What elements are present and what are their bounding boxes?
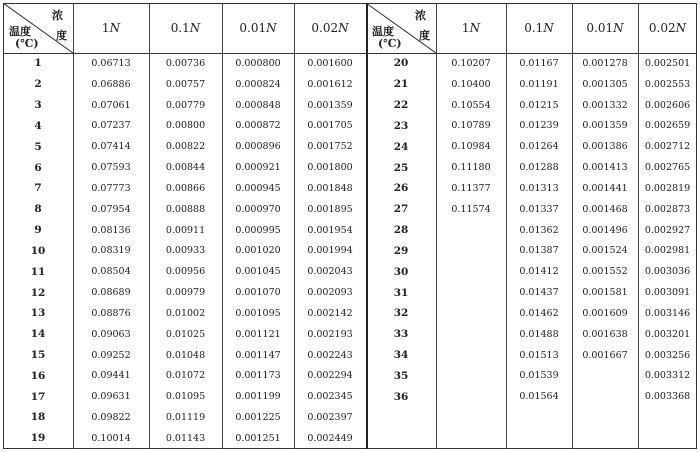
- left-value-cell: 0.01048: [165, 349, 206, 361]
- left-value-cell: 0.001705: [307, 120, 353, 132]
- right-value-cell: 0.003146: [644, 307, 691, 319]
- left-value-cell: 0.01143: [165, 432, 206, 444]
- right-value-cell: 0.10400: [451, 78, 491, 90]
- left-value-cell: 0.002043: [307, 266, 353, 278]
- table-row: [3, 303, 697, 324]
- right-value-cell: 0.001305: [582, 78, 628, 90]
- right-value-cell: 0.003256: [644, 349, 691, 361]
- left-temp-cell: 17: [30, 390, 46, 403]
- left-value-cell: 0.002142: [307, 307, 353, 319]
- left-value-cell: 0.00979: [165, 287, 206, 299]
- right-value-cell: [436, 240, 506, 261]
- right-value-cell: 0.01462: [519, 307, 559, 319]
- table-row: [3, 199, 697, 220]
- right-value-cell: 0.002873: [644, 203, 691, 215]
- left-value-cell: 0.002193: [307, 328, 353, 340]
- corner-label-degree: 度: [419, 29, 430, 42]
- right-value-cell: 0.01313: [519, 182, 559, 194]
- right-value-cell: 0.01288: [519, 162, 559, 174]
- left-value-cell: 0.07061: [91, 99, 131, 111]
- left-value-cell: 0.000921: [235, 162, 281, 174]
- col-header-1n: 1N: [101, 21, 121, 35]
- left-temp-cell: 1: [34, 57, 42, 70]
- right-temp-cell: 28: [393, 224, 409, 237]
- left-value-cell: 0.001848: [307, 182, 353, 194]
- left-value-cell: 0.00844: [165, 162, 206, 174]
- corner-label-degree: 度: [56, 29, 67, 42]
- left-value-cell: 0.00822: [165, 141, 206, 153]
- left-temp-cell: 9: [34, 224, 42, 237]
- col-header-002n: 0.02N: [311, 21, 349, 35]
- left-value-cell: 0.08504: [91, 266, 131, 278]
- corner-label-temp: 温度: [9, 25, 31, 38]
- left-value-cell: 0.00933: [165, 245, 206, 257]
- corner-label-temp: 温度: [372, 25, 394, 38]
- right-value-cell: [436, 386, 506, 407]
- right-temp-cell: 36: [393, 390, 409, 403]
- left-value-cell: 0.00866: [165, 182, 206, 194]
- right-value-cell: 0.002553: [644, 78, 691, 90]
- right-value-cell: [436, 282, 506, 303]
- right-value-cell: [572, 386, 638, 407]
- right-value-cell: [436, 261, 506, 282]
- left-temp-cell: 12: [30, 286, 46, 299]
- right-temp-cell: 21: [393, 78, 409, 91]
- right-value-cell: [506, 407, 572, 428]
- left-value-cell: 0.01025: [165, 328, 206, 340]
- corner-header-left: [3, 3, 73, 53]
- right-temp-cell: 23: [393, 119, 409, 132]
- right-value-cell: 0.01264: [519, 141, 559, 153]
- right-value-cell: 0.003312: [644, 370, 691, 382]
- right-value-cell: [572, 365, 638, 386]
- left-temp-cell: 3: [34, 99, 42, 112]
- left-value-cell: 0.001251: [235, 432, 281, 444]
- left-value-cell: 0.08136: [91, 224, 131, 236]
- table-row: [3, 324, 697, 345]
- right-value-cell: 0.11574: [451, 203, 491, 215]
- right-temp-cell: 30: [393, 265, 409, 278]
- right-value-cell: 0.01513: [519, 349, 559, 361]
- right-value-cell: 0.001581: [582, 287, 628, 299]
- right-value-cell: 0.001278: [582, 57, 628, 69]
- col-header-002n: 0.02N: [648, 21, 687, 35]
- right-value-cell: 0.01167: [519, 57, 559, 69]
- left-value-cell: 0.01119: [165, 411, 206, 423]
- table-row: [3, 157, 697, 178]
- left-value-cell: 0.01095: [165, 391, 206, 403]
- left-value-cell: 0.001800: [307, 162, 353, 174]
- left-value-cell: 0.001612: [307, 78, 353, 90]
- right-value-cell: 0.003201: [644, 328, 691, 340]
- corner-label-conc: 浓: [415, 9, 426, 22]
- right-value-cell: 0.01362: [519, 224, 559, 236]
- right-temp-cell: 35: [393, 369, 409, 382]
- right-value-cell: 0.10789: [451, 120, 491, 132]
- right-value-cell: 0.003368: [644, 391, 691, 403]
- corner-header-right: [366, 3, 436, 53]
- left-value-cell: 0.001225: [235, 411, 281, 423]
- table-row: [3, 95, 697, 116]
- right-value-cell: 0.01564: [519, 391, 559, 403]
- right-value-cell: 0.003091: [644, 287, 691, 299]
- right-temp-cell: [366, 428, 436, 449]
- right-temp-cell: 34: [393, 349, 409, 361]
- left-temp-cell: 7: [34, 182, 42, 195]
- right-value-cell: 0.002927: [644, 224, 691, 236]
- left-value-cell: 0.002449: [307, 432, 353, 444]
- left-value-cell: 0.001020: [235, 245, 281, 257]
- left-value-cell: 0.000872: [235, 120, 281, 132]
- left-temp-cell: 5: [34, 140, 42, 153]
- left-value-cell: 0.002345: [307, 391, 353, 403]
- left-value-cell: 0.001045: [235, 266, 281, 278]
- right-value-cell: 0.11377: [451, 182, 491, 194]
- left-value-cell: 0.00956: [165, 266, 206, 278]
- right-value-cell: 0.001638: [582, 328, 628, 340]
- right-value-cell: 0.01387: [519, 245, 559, 257]
- left-value-cell: 0.001359: [307, 99, 353, 111]
- table-row: [3, 428, 697, 449]
- right-value-cell: 0.002819: [644, 182, 691, 194]
- left-value-cell: 0.06886: [91, 78, 131, 90]
- right-value-cell: [638, 428, 697, 449]
- left-temp-cell: 10: [30, 244, 46, 257]
- left-value-cell: 0.000824: [235, 78, 281, 90]
- right-temp-cell: 33: [393, 328, 409, 341]
- left-value-cell: 0.07954: [91, 203, 131, 215]
- right-value-cell: 0.001468: [582, 203, 628, 215]
- right-temp-cell: 32: [393, 307, 409, 320]
- left-value-cell: 0.08689: [91, 287, 131, 299]
- table-row: [3, 74, 697, 95]
- right-temp-cell: 20: [393, 57, 409, 70]
- right-value-cell: 0.01412: [519, 266, 559, 278]
- left-temp-cell: 16: [30, 369, 46, 382]
- left-value-cell: 0.09631: [91, 391, 131, 403]
- corner-label-unit: (℃): [15, 37, 39, 50]
- right-value-cell: 0.10554: [451, 99, 491, 111]
- right-temp-cell: [366, 407, 436, 428]
- table-row: [3, 261, 697, 282]
- left-value-cell: 0.07414: [91, 141, 131, 153]
- left-value-cell: 0.00800: [165, 120, 206, 132]
- left-value-cell: 0.00757: [165, 78, 206, 90]
- left-value-cell: 0.001895: [307, 203, 353, 215]
- corner-label-unit: (℃): [378, 37, 402, 50]
- table-row: [3, 407, 697, 428]
- right-value-cell: 0.01337: [519, 203, 559, 215]
- left-value-cell: 0.000848: [235, 99, 281, 111]
- left-value-cell: 0.001600: [307, 57, 353, 69]
- right-value-cell: 0.001386: [582, 141, 628, 153]
- left-value-cell: 0.08876: [91, 307, 131, 319]
- right-temp-cell: 31: [393, 286, 409, 299]
- left-value-cell: 0.000970: [235, 203, 281, 215]
- right-value-cell: 0.001524: [582, 245, 628, 257]
- table-row: [3, 136, 697, 157]
- left-value-cell: 0.07237: [91, 120, 131, 132]
- left-temp-cell: 6: [34, 161, 42, 174]
- left-value-cell: 0.10014: [91, 432, 131, 444]
- left-temp-cell: 11: [30, 265, 46, 278]
- right-value-cell: 0.01437: [519, 287, 559, 299]
- right-value-cell: 0.001609: [582, 307, 628, 319]
- right-value-cell: 0.001332: [582, 99, 628, 111]
- left-value-cell: 0.00888: [165, 203, 206, 215]
- left-value-cell: 0.00779: [165, 99, 206, 111]
- right-temp-cell: 25: [393, 161, 409, 174]
- right-value-cell: 0.002501: [644, 57, 691, 69]
- right-value-cell: 0.002606: [644, 99, 691, 111]
- right-temp-cell: 24: [393, 140, 409, 153]
- left-value-cell: 0.000995: [235, 224, 281, 236]
- right-temp-cell: 29: [393, 244, 409, 257]
- left-value-cell: 0.09822: [91, 411, 131, 423]
- right-value-cell: [436, 365, 506, 386]
- left-value-cell: 0.002243: [307, 349, 353, 361]
- left-value-cell: 0.001199: [235, 391, 281, 403]
- left-temp-cell: 14: [30, 328, 46, 341]
- right-value-cell: [638, 407, 697, 428]
- table-row: [3, 240, 697, 261]
- table-row: [3, 386, 697, 407]
- right-value-cell: 0.001413: [582, 162, 628, 174]
- table-row: [3, 115, 697, 136]
- right-value-cell: [572, 407, 638, 428]
- right-value-cell: 0.01239: [519, 120, 559, 132]
- left-value-cell: 0.07773: [91, 182, 131, 194]
- right-temp-cell: 27: [393, 203, 409, 216]
- right-value-cell: 0.001359: [582, 120, 628, 132]
- right-temp-cell: 26: [393, 182, 409, 195]
- right-value-cell: 0.10984: [451, 141, 491, 153]
- left-temp-cell: 4: [34, 119, 42, 132]
- right-value-cell: 0.01215: [519, 99, 559, 111]
- left-value-cell: 0.01002: [165, 307, 206, 319]
- left-value-cell: 0.00736: [165, 57, 206, 69]
- table-row: [3, 345, 697, 366]
- col-header-01n: 0.1N: [170, 21, 201, 35]
- right-value-cell: 0.002712: [644, 141, 691, 153]
- left-value-cell: 0.001121: [235, 328, 281, 340]
- corner-label-conc: 浓: [52, 9, 63, 22]
- right-value-cell: [436, 345, 506, 366]
- left-value-cell: 0.000896: [235, 141, 281, 153]
- left-value-cell: 0.08319: [91, 245, 131, 257]
- right-value-cell: [436, 324, 506, 345]
- right-value-cell: 0.002659: [644, 120, 691, 132]
- left-value-cell: 0.06713: [91, 57, 131, 69]
- right-value-cell: [436, 428, 506, 449]
- table-row: [3, 282, 697, 303]
- table-row: [3, 53, 697, 74]
- left-value-cell: 0.001752: [307, 141, 353, 153]
- left-temp-cell: 8: [34, 203, 42, 216]
- left-value-cell: 0.001954: [307, 224, 353, 236]
- left-value-cell: 0.002294: [307, 370, 353, 382]
- left-value-cell: 0.002093: [307, 287, 353, 299]
- col-header-01n: 0.1N: [524, 21, 554, 35]
- left-value-cell: 0.07593: [91, 162, 131, 174]
- col-header-1n: 1N: [461, 21, 481, 35]
- left-temp-cell: 15: [30, 349, 46, 361]
- col-header-001n: 0.01N: [586, 21, 624, 35]
- left-value-cell: 0.09063: [91, 328, 131, 340]
- table-row: [3, 365, 697, 386]
- right-value-cell: 0.11180: [451, 162, 491, 174]
- left-value-cell: 0.01072: [165, 370, 206, 382]
- left-value-cell: 0.000945: [235, 182, 281, 194]
- right-value-cell: 0.001496: [582, 224, 628, 236]
- left-value-cell: 0.09441: [91, 370, 131, 382]
- left-value-cell: 0.002397: [307, 411, 353, 423]
- left-temp-cell: 19: [30, 432, 46, 445]
- table-body: [3, 53, 697, 449]
- conductivity-table: [3, 3, 697, 449]
- left-temp-cell: 2: [34, 78, 42, 91]
- right-value-cell: 0.003036: [644, 266, 691, 278]
- right-value-cell: [572, 428, 638, 449]
- right-value-cell: 0.01539: [519, 370, 559, 382]
- right-value-cell: [506, 428, 572, 449]
- left-temp-cell: 13: [30, 307, 46, 320]
- table-row: [3, 178, 697, 199]
- left-value-cell: 0.001095: [235, 307, 281, 319]
- right-value-cell: [436, 407, 506, 428]
- right-value-cell: [436, 303, 506, 324]
- left-value-cell: 0.09252: [91, 349, 131, 361]
- right-value-cell: 0.001552: [582, 266, 628, 278]
- right-value-cell: 0.01191: [519, 78, 559, 90]
- right-value-cell: 0.01488: [519, 328, 559, 340]
- right-value-cell: 0.10207: [451, 57, 491, 69]
- table-row: [3, 220, 697, 241]
- left-value-cell: 0.001173: [235, 370, 281, 382]
- left-temp-cell: 18: [30, 411, 46, 424]
- left-value-cell: 0.001147: [235, 349, 281, 361]
- right-value-cell: 0.002981: [644, 245, 691, 257]
- left-value-cell: 0.001070: [235, 287, 281, 299]
- right-value-cell: 0.001441: [582, 182, 628, 194]
- right-value-cell: 0.001667: [582, 349, 628, 361]
- header-row: [3, 3, 697, 53]
- right-value-cell: 0.002765: [644, 162, 691, 174]
- right-temp-cell: 22: [393, 99, 409, 112]
- left-value-cell: 0.000800: [235, 57, 281, 69]
- left-value-cell: 0.00911: [165, 224, 206, 236]
- right-value-cell: [436, 220, 506, 241]
- col-header-001n: 0.01N: [239, 21, 277, 35]
- left-value-cell: 0.001994: [307, 245, 353, 257]
